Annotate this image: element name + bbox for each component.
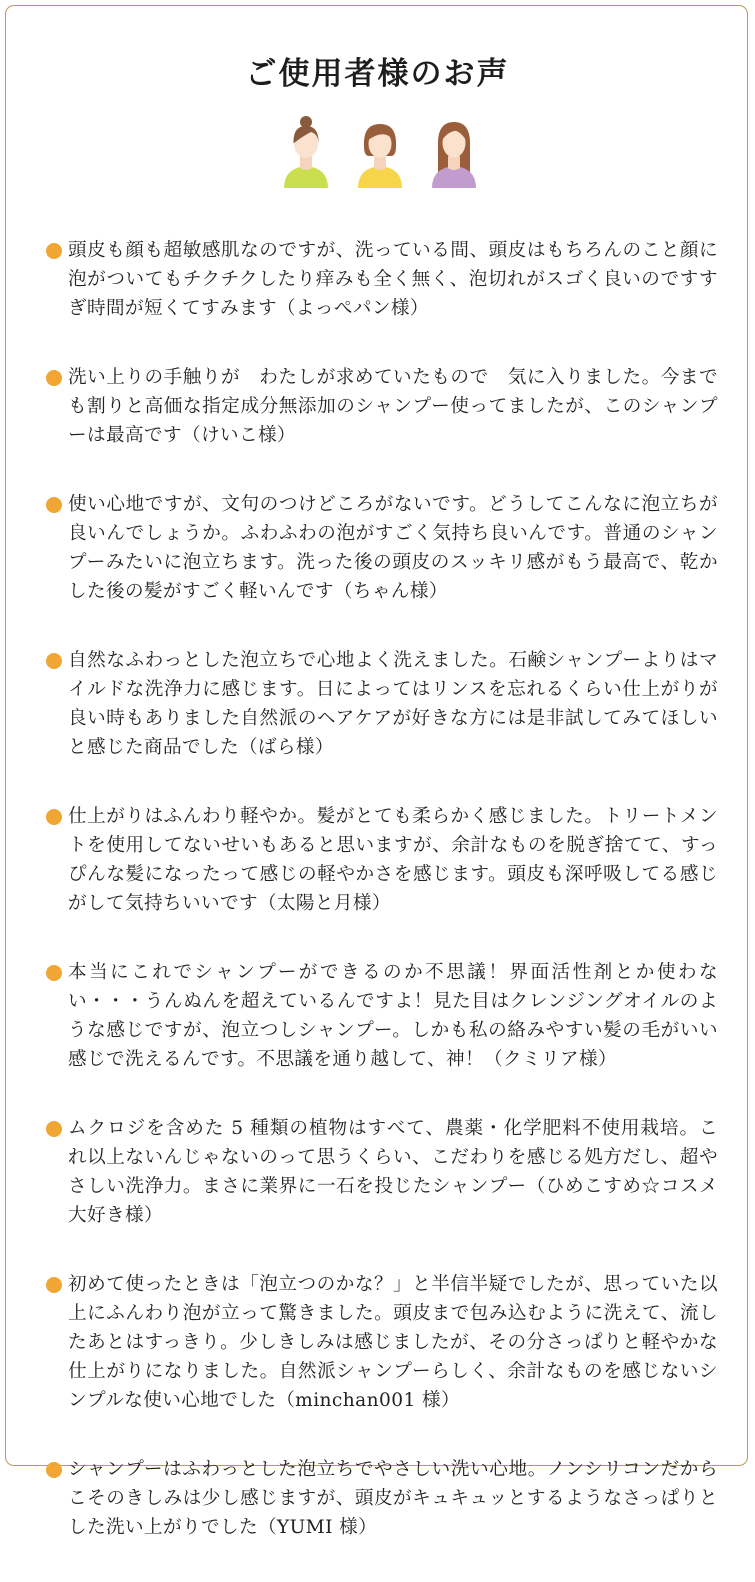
bullet-dot-icon	[46, 1277, 62, 1293]
bullet-dot-icon	[46, 497, 62, 513]
woman-long-hair-avatar-icon	[429, 116, 479, 188]
bullet-dot-icon	[46, 809, 62, 825]
review-item	[46, 802, 718, 918]
bullet-dot-icon	[46, 965, 62, 981]
review-item	[46, 646, 718, 762]
user-avatars	[281, 116, 481, 190]
review-item	[46, 1270, 718, 1415]
bullet-dot-icon	[46, 1462, 62, 1478]
bullet-dot-icon	[46, 370, 62, 386]
bullet-dot-icon	[46, 243, 62, 259]
review-item	[46, 363, 718, 450]
review-text: 頭皮も顔も超敏感肌なのですが、洗っている間、頭皮はもちろんのこと顔に泡がついてもチクチクしたり痒みも全く無く、泡切れがスゴく良いのですすぎ時間が短くてすみます（よっぺパン様）	[68, 240, 718, 319]
review-text: シャンプーはふわっとした泡立ちでやさしい洗い心地。ノンシリコンだからこそのきしみは少し感じますが、頭皮がキュキュッとするようなさっぱりとした洗い上がりでした（YUMI 様）	[68, 1459, 718, 1538]
review-text: 使い心地ですが、文句のつけどころがないです。どうしてこんなに泡立ちが良いんでしょうか。ふわふわの泡がすごく気持ち良いんです。普通のシャンプーみたいに泡立ちます。洗った後の頭皮のスッキリ感がもう最高で、乾かした後の髪がすごく軽いんです（ちゃん様）	[68, 494, 718, 602]
review-item	[46, 958, 718, 1074]
bullet-dot-icon	[46, 653, 62, 669]
review-text: 自然なふわっとした泡立ちで心地よく洗えました。石鹸シャンプーよりはマイルドな洗浄力に感じます。日によってはリンスを忘れるくらい仕上がりが良い時もありました自然派のヘアケアが好きな方には是非試してみてほしいと感じた商品でした（ばら様）	[68, 650, 718, 758]
review-item	[46, 1455, 718, 1542]
review-item	[46, 236, 718, 323]
review-item	[46, 1114, 718, 1230]
review-text: 仕上がりはふんわり軽やか。髪がとても柔らかく感じました。トリートメントを使用してないせいもあると思いますが、余計なものを脱ぎ捨てて、すっぴんな髪になったって感じの軽やかさを感じます。頭皮も深呼吸してる感じがして気持ちいいです（太陽と月様）	[68, 806, 718, 914]
review-list	[46, 236, 718, 1582]
review-text: 洗い上りの手触りが わたしが求めていたもので 気に入りました。今までも割りと高価な指定成分無添加のシャンプー使ってましたが、このシャンプーは最高です（けいこ様）	[68, 367, 718, 446]
review-text: 初めて使ったときは「泡立つのかな？」と半信半疑でしたが、思っていた以上にふんわり泡が立って驚きました。頭皮まで包み込むように洗えて、流したあとはすっきり。少しきしみは感じましたが、その分さっぱりと軽やかな仕上がりになりました。自然派シャンプーらしく、余計なものを感じないシンプルな使い心地でした（minchan001 様）	[68, 1274, 718, 1411]
review-text: ムクロジを含めた 5 種類の植物はすべて、農薬・化学肥料不使用栽培。これ以上ないんじゃないのって思うくらい、こだわりを感じる処方だし、超やさしい洗浄力。まさに業界に一石を投じたシャンプー（ひめこすめ☆コスメ大好き様）	[68, 1118, 718, 1226]
woman-bob-avatar-icon	[355, 116, 405, 188]
woman-bun-avatar-icon	[281, 116, 331, 188]
bullet-dot-icon	[46, 1121, 62, 1137]
review-text: 本当にこれでシャンプーができるのか不思議！界面活性剤とか使わない・・・うんぬんを超えているんですよ！見た目はクレンジングオイルのような感じですが、泡立つしシャンプー。しかも私の絡みやすい髪の毛がいい感じで洗えるんです。不思議を通り越して、神！（クミリア様）	[68, 962, 718, 1070]
page-title: ご使用者様のお声	[245, 56, 510, 92]
review-item	[46, 490, 718, 606]
